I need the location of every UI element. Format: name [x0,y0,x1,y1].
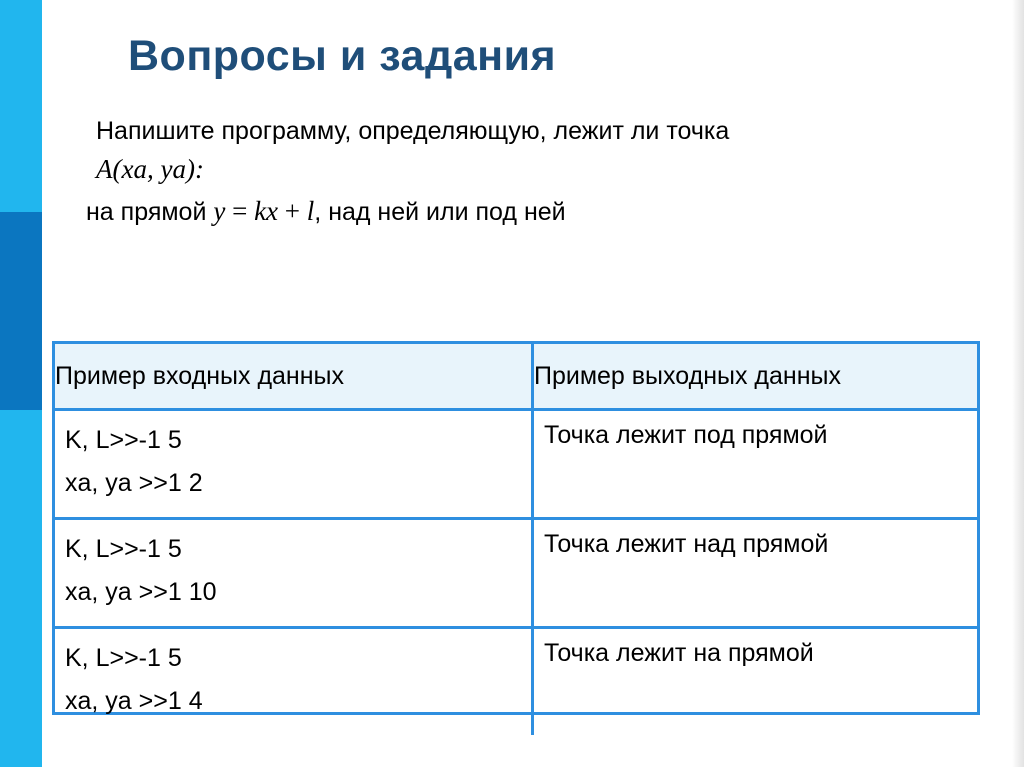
task-line2-prefix: на прямой [86,198,214,226]
table-row [55,519,977,628]
page-edge-shadow [1012,0,1024,767]
input-line-xaya: xa, ya >>1 10 [65,578,217,606]
equation-y: y [213,196,226,226]
table-header-row [55,344,977,410]
slide-title: Вопросы и задания [128,32,557,80]
output-cell: Точка лежит на прямой [533,628,978,736]
input-cell [55,410,533,519]
input-line-kl: K, L>>-1 5 [65,535,182,563]
task-text-line2 [86,196,566,227]
task-text-line1: Напишите программу, определяющую, лежит ли точка [96,117,730,145]
input-cell [55,519,533,628]
input-line-kl: K, L>>-1 5 [65,426,182,454]
input-line-xaya: xa, ya >>1 4 [65,687,203,715]
equation-l: l [306,196,315,226]
task-line2-suffix: , над ней или под ней [314,198,566,226]
equation-equals: = [225,196,255,226]
input-cell [55,628,533,736]
header-output-examples: Пример выходных данных [533,344,978,410]
examples-table [52,341,980,715]
header-input-examples: Пример входных данных [55,344,533,410]
examples-grid [55,344,977,735]
output-cell: Точка лежит над прямой [533,519,978,628]
table-row [55,628,977,736]
input-line-xaya: xa, ya >>1 2 [65,469,203,497]
table-row [55,410,977,519]
input-line-kl: K, L>>-1 5 [65,644,182,672]
task-point-formula: A(xa, ya): [96,154,204,184]
equation-kx: kx [254,196,279,226]
equation-plus: + [278,196,307,226]
output-cell: Точка лежит под прямой [533,410,978,519]
side-accent-dark-band [0,212,42,410]
